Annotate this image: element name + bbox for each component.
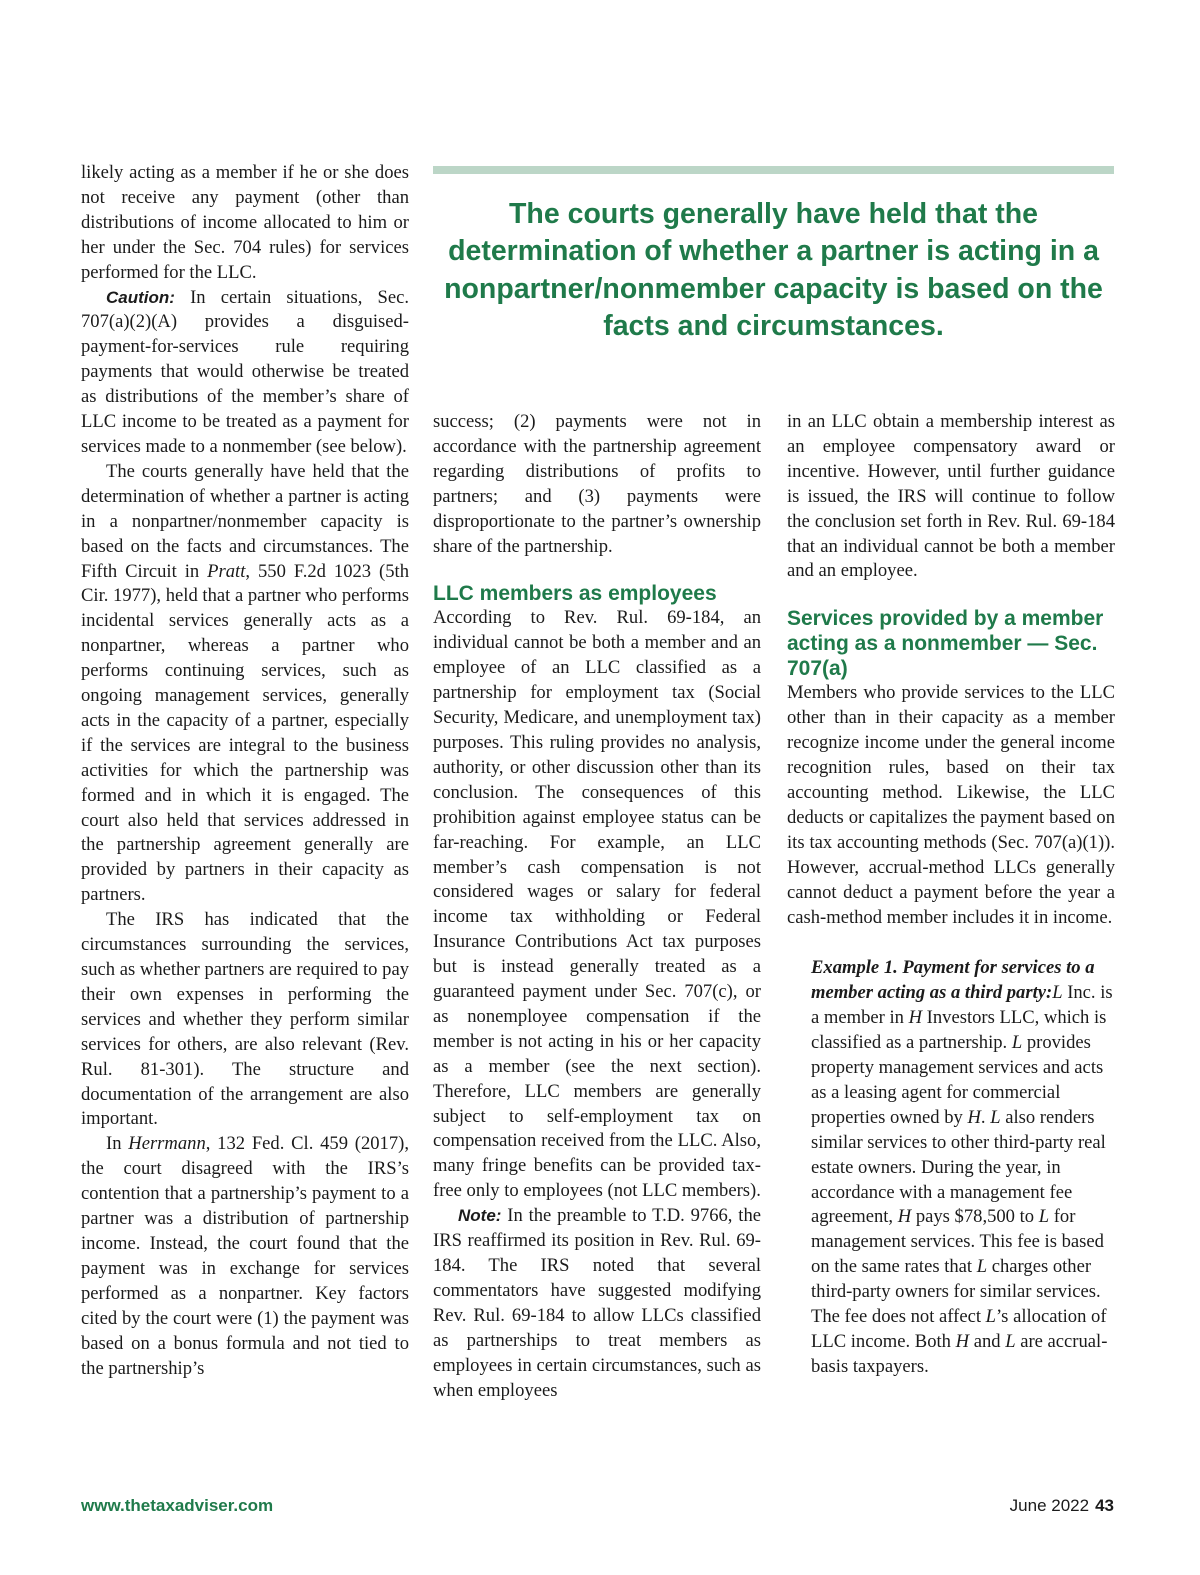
issue-date: June 2022 xyxy=(1009,1496,1090,1515)
entity-h: H xyxy=(897,1206,912,1228)
paragraph: Members who provide services to the LLC other than in their capacity as a member recognize income under the general income recognition rules, based on their tax accounting method. Likewise, the LLC deducts or capitalizes the payment based on its tax accounting methods (Sec. 707(a)(1)). However, accrual-method LLCs generally cannot deduct a payment before the year a cash-method member includes it in income. xyxy=(787,682,1115,928)
text: , 132 Fed. Cl. 459 (2017), the court disagreed with the IRS’s contention that a partnership’s payment to a partner was a distribution of partnership income. Instead, the court found that the payment was in exchange for services performed as a nonpartner. Key factors cited by the court were (1) the payment was based on a bonus formula and not tied to the partnership’s xyxy=(81,1133,409,1379)
text: Inc. is a member in xyxy=(811,982,1113,1029)
case-name: Herrmann xyxy=(128,1133,206,1155)
caution-label: Caution: xyxy=(106,287,175,307)
entity-h: H xyxy=(908,1007,923,1029)
text: for management services. This fee is based on the same rates that xyxy=(811,1206,1104,1278)
section-heading: LLC members as employees xyxy=(433,582,717,606)
pull-quote-rule xyxy=(433,166,1114,174)
text: . xyxy=(980,1106,991,1128)
example-box xyxy=(787,956,1115,1379)
text: and xyxy=(969,1331,1006,1352)
paragraph: According to Rev. Rul. 69-184, an individual cannot be both a member and an employee of an LLC classified as a partnership for employment tax (Social Security, Medicare, and unemployment tax) purposes. This ruling provides no analysis, authority, or other discussion other than its conclusion. The consequences of this prohibition against employee status can be far-reaching. For example, an LLC member’s cash compensation is not considered wages or salary for federal income tax withholding or Federal Insurance Contributions Act tax purposes but is instead generally treated as a guaranteed payment under Sec. 707(c), or as nonemployee compensation if the member is not acting in his or her capacity as a member (see the next section). Therefore, LLC members are generally subject to self-employment tax on compensation received from the LLC. Also, many fringe benefits can be provided tax-free only to employees (not LLC members). xyxy=(433,607,761,1202)
paragraph xyxy=(81,1132,409,1381)
column-3 xyxy=(787,410,1115,1380)
entity-l: L xyxy=(976,1256,988,1278)
caution-text: In certain situations, Sec. 707(a)(2)(A) provides a disguised-payment-for-services rule requiring payments that would otherwise be treated as distributions of the member’s share of LLC income to be treated as a payment for services made to a nonmember (see below). xyxy=(81,286,409,457)
column-2 xyxy=(433,410,761,1403)
entity-l: L xyxy=(985,1306,997,1328)
text: also renders similar services to other third-party real estate owners. During the year, in accordance with a management fee agreement, xyxy=(811,1106,1106,1228)
example-heading: Example 1. Payment for services to a member acting as a third party: xyxy=(811,957,1095,1004)
paragraph-caution xyxy=(81,286,409,460)
entity-h: H xyxy=(955,1331,970,1352)
page-number: 43 xyxy=(1095,1496,1114,1515)
paragraph: likely acting as a member if he or she does not receive any payment (other than distributions of income allocated to him or her under the Sec. 704 rules) for services performed for the LLC. xyxy=(81,162,409,283)
note-label: Note: xyxy=(458,1206,502,1226)
paragraph: The IRS has indicated that the circumstances surrounding the services, such as whether partners are required to pay their own expenses in performing the services and whether they perform similar services for others, are also relevant (Rev. Rul. 81-301). The structure and documentation of the arrangement are also important. xyxy=(81,909,409,1130)
entity-l: L xyxy=(1005,1331,1016,1352)
text: are accrual-basis taxpayers. xyxy=(811,1331,1108,1377)
text: pays $78,500 to xyxy=(911,1206,1039,1228)
text: In xyxy=(106,1133,129,1155)
footer-website-link[interactable]: www.thetaxadviser.com xyxy=(81,1496,274,1515)
paragraph xyxy=(81,460,409,908)
entity-l: L xyxy=(1052,982,1063,1004)
text: charges other third-party owners for similar services. The fee does not affect xyxy=(811,1256,1101,1328)
entity-l: L xyxy=(1011,1032,1023,1054)
case-name: Pratt xyxy=(207,560,246,582)
column-1 xyxy=(81,161,409,1381)
pull-quote: The courts generally have held that the determination of whether a partner is acting in a nonpartner/nonmember capacity is based on the facts and circumstances. xyxy=(444,198,1103,343)
example-paragraph xyxy=(811,956,1115,1379)
text: The courts generally have held that the determination of whether a partner is acting in a nonpartner/nonmember capacity is based on the facts and circumstances. The Fifth Circuit in xyxy=(81,460,409,582)
entity-l: L xyxy=(990,1106,1001,1128)
text: Investors LLC, which is classified as a partnership. xyxy=(811,1007,1107,1054)
section-heading: Services provided by a member acting as a nonmember — Sec. 707(a) xyxy=(787,607,1104,681)
paragraph: success; (2) payments were not in accordance with the partnership agreement regarding distributions of profits to partners; and (3) payments were disproportionate to the partner’s ownership share of the partnership. xyxy=(433,411,761,557)
entity-l: L xyxy=(1038,1206,1050,1228)
text: , 550 F.2d 1023 (5th Cir. 1977), held that a partner who performs incidental services generally acts as a nonpartner, whereas a partner who performs continuing services, such as ongoing management services, generally acts in the capacity of a partner, especially if the services are integral to the business activities for which the partnership was formed and in which it is engaged. The court also held that services addressed in the partnership agreement generally are provided by partners in their capacity as partners. xyxy=(81,560,409,906)
note-text: In the preamble to T.D. 9766, the IRS reaffirmed its position in Rev. Rul. 69-184. The IRS noted that several commentators have suggested modifying Rev. Rul. 69-184 to allow LLCs classified as partnerships to treat members as employees in certain circumstances, such as when employees xyxy=(433,1205,761,1401)
entity-h: H xyxy=(967,1106,981,1128)
text: ’s allocation of LLC income. Both xyxy=(811,1306,1107,1352)
paragraph: in an LLC obtain a membership interest as an employee compensatory award or incentive. However, until further guidance is issued, the IRS will continue to follow the conclusion set forth in Rev. Rul. 69-184 that an individual cannot be both a member and an employee. xyxy=(787,411,1115,582)
paragraph-note xyxy=(433,1204,761,1403)
text: provides property management services and acts as a leasing agent for commercial properties owned by xyxy=(811,1032,1104,1128)
footer-issue xyxy=(1010,1496,1114,1516)
